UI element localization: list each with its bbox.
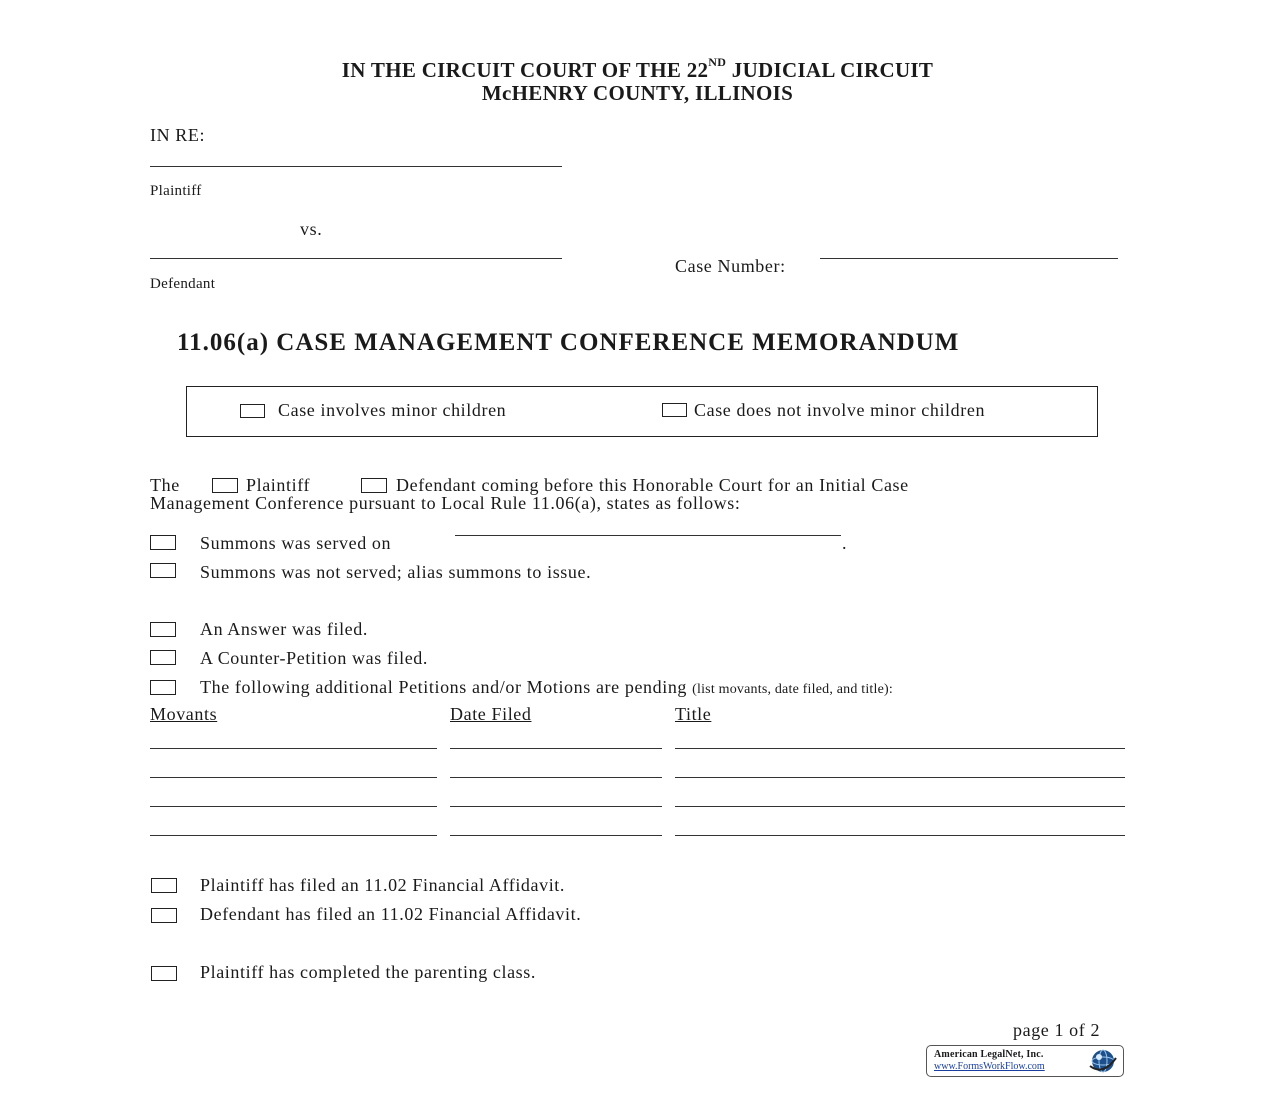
in-re-label: IN RE:	[150, 125, 206, 145]
defendant-affidavit-checkbox[interactable]	[151, 908, 177, 923]
column-date-filed: Date Filed	[450, 704, 532, 724]
parenting-class-label: Plaintiff has completed the parenting class.	[200, 962, 536, 982]
county-heading: McHENRY COUNTY, ILLINOIS	[481, 81, 794, 105]
title-line[interactable]	[675, 806, 1125, 807]
plaintiff-affidavit-checkbox[interactable]	[151, 878, 177, 893]
summons-not-served-checkbox[interactable]	[150, 563, 176, 578]
title-line[interactable]	[675, 835, 1125, 836]
date-filed-line[interactable]	[450, 806, 662, 807]
intro-plaintiff-checkbox[interactable]	[212, 478, 238, 493]
vs-label: vs.	[300, 219, 323, 239]
plaintiff-label: Plaintiff	[150, 183, 202, 199]
intro-defendant-text: Defendant coming before this Honorable Court for an Initial Case	[396, 475, 909, 495]
no-minor-children-checkbox[interactable]	[662, 403, 687, 417]
title-line[interactable]	[675, 748, 1125, 749]
plaintiff-affidavit-label: Plaintiff has filed an 11.02 Financial Affidavit.	[200, 875, 566, 895]
additional-motions-note: (list movants, date filed, and title):	[692, 682, 893, 697]
summons-served-date-line[interactable]	[455, 535, 841, 536]
case-number-label: Case Number:	[675, 256, 786, 276]
date-filed-line[interactable]	[450, 835, 662, 836]
parenting-class-checkbox[interactable]	[151, 966, 177, 981]
date-filed-line[interactable]	[450, 777, 662, 778]
defendant-affidavit-label: Defendant has filed an 11.02 Financial Affidavit.	[200, 904, 582, 924]
globe-icon	[1086, 1048, 1120, 1074]
intro-plaintiff-label: Plaintiff	[246, 475, 311, 495]
no-minor-children-label: Case does not involve minor children	[694, 400, 986, 420]
column-title: Title	[675, 704, 712, 724]
answer-filed-checkbox[interactable]	[150, 622, 176, 637]
minor-children-checkbox[interactable]	[240, 404, 265, 418]
additional-motions-label: The following additional Petitions and/or Motions are pending (list movants, date filed, and title):	[200, 677, 893, 697]
summons-served-label: Summons was served on	[200, 533, 392, 553]
column-movants: Movants	[150, 704, 218, 724]
title-line[interactable]	[675, 777, 1125, 778]
summons-served-checkbox[interactable]	[150, 535, 176, 550]
american-legalnet-logo[interactable]	[926, 1045, 1124, 1077]
movant-line[interactable]	[150, 806, 437, 807]
form-title: 11.06(a) CASE MANAGEMENT CONFERENCE MEMORANDUM	[177, 329, 960, 356]
counter-petition-checkbox[interactable]	[150, 650, 176, 665]
minor-children-label: Case involves minor children	[278, 400, 507, 420]
answer-filed-label: An Answer was filed.	[200, 619, 368, 639]
logo-url-link[interactable]: www.FormsWorkFlow.com	[934, 1061, 1045, 1072]
movant-line[interactable]	[150, 835, 437, 836]
intro-defendant-checkbox[interactable]	[361, 478, 387, 493]
summons-served-period: .	[842, 533, 848, 553]
summons-not-served-label: Summons was not served; alias summons to issue.	[200, 562, 592, 582]
counter-petition-label: A Counter-Petition was filed.	[200, 648, 429, 668]
additional-motions-checkbox[interactable]	[150, 680, 176, 695]
logo-company-name: American LegalNet, Inc.	[934, 1049, 1044, 1060]
page-number: page 1 of 2	[1013, 1020, 1101, 1040]
defendant-name-line[interactable]	[150, 258, 562, 259]
court-heading: IN THE CIRCUIT COURT OF THE 22ND JUDICIAL CIRCUIT	[341, 55, 934, 82]
plaintiff-name-line[interactable]	[150, 166, 562, 167]
intro-line-2: Management Conference pursuant to Local Rule 11.06(a), states as follows:	[150, 493, 741, 513]
movant-line[interactable]	[150, 748, 437, 749]
intro-the: The	[150, 475, 180, 495]
movant-line[interactable]	[150, 777, 437, 778]
date-filed-line[interactable]	[450, 748, 662, 749]
defendant-label: Defendant	[150, 276, 216, 292]
case-number-line[interactable]	[820, 258, 1118, 259]
